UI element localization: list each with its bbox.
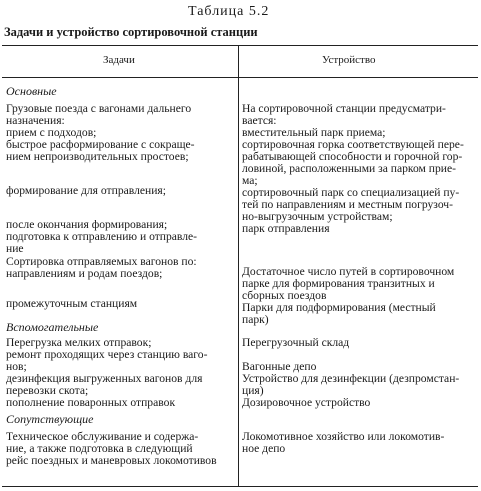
task-line: перевозки скота;	[6, 384, 89, 397]
task-line: ремонт проходящих через станцию ваго-	[6, 348, 208, 361]
section-title-related: Сопутствующие	[6, 412, 94, 426]
equipment-line: Дозировочное устройство	[242, 396, 371, 409]
equipment-line: сортировочный парк со специализацией пу-	[242, 186, 460, 199]
equipment-line: вместительный парк приема;	[242, 126, 386, 139]
table-header-rule	[2, 77, 478, 78]
task-line: направлениям и родам поездов;	[6, 267, 163, 280]
equipment-line: На сортировочной станции предусматри-	[242, 102, 446, 115]
equipment-line: парк отправления	[242, 222, 330, 235]
task-line: Сортировка отправляемых вагонов по:	[6, 255, 197, 268]
task-line: нием непроизводительных простоев;	[6, 150, 189, 163]
task-line: после окончания формирования;	[6, 218, 168, 231]
task-line: Техническое обслуживание и содержа-	[6, 430, 199, 443]
task-line: дезинфекция выгруженных вагонов для	[6, 372, 203, 385]
section-title-auxiliary: Вспомогательные	[6, 320, 99, 334]
task-line: прием с подходов;	[6, 126, 97, 139]
equipment-line: сортировочная горка соответствующей пере-	[242, 138, 464, 151]
task-line: формирование для отправления;	[6, 184, 166, 197]
task-line: промежуточным станциям	[6, 297, 138, 310]
column-header-tasks: Задачи	[103, 54, 135, 66]
task-line: ние	[6, 242, 24, 255]
equipment-line: сборных поездов	[242, 289, 327, 302]
table-top-rule	[2, 45, 478, 46]
equipment-line: ловиной, расположенными за парком прие-	[242, 162, 456, 175]
table-column-divider	[238, 45, 239, 486]
task-line: Перегрузка мелких отправок;	[6, 336, 152, 349]
equipment-line: ма;	[242, 174, 258, 187]
equipment-line: рабатывающей способности и горочной гор-	[242, 150, 463, 163]
task-line: Грузовые поезда с вагонами дальнего	[6, 102, 192, 115]
equipment-line: Парки для подформирования (местный	[242, 301, 436, 314]
equipment-line: тей по направлениям и местным погрузоч-	[242, 198, 454, 211]
equipment-line: Устройство для дезинфекции (дезпромстан-	[242, 372, 460, 385]
equipment-line: вается:	[242, 114, 277, 127]
equipment-line: но-выгрузочным устройствам;	[242, 210, 393, 223]
task-line: назначения:	[6, 114, 65, 127]
equipment-line: парке для формирования транзитных и	[242, 277, 435, 290]
table-caption: Задачи и устройство сортировочной станции	[4, 25, 258, 39]
equipment-line: Достаточное число путей в сортировочном	[242, 265, 455, 278]
equipment-line: Локомотивное хозяйство или локомотив-	[242, 430, 445, 443]
equipment-line: ное депо	[242, 442, 286, 455]
task-line: рейс поездных и маневровых локомотивов	[6, 454, 217, 467]
task-line: подготовка к отправлению и отправле-	[6, 230, 198, 243]
equipment-line: Перегрузочный склад	[242, 336, 350, 349]
equipment-line: ция)	[242, 384, 264, 397]
task-line: быстрое расформирование с сокраще-	[6, 138, 195, 151]
section-title-main: Основные	[6, 84, 57, 98]
task-line: ние, а также подготовка в следующий	[6, 442, 193, 455]
table-bottom-rule	[2, 486, 478, 487]
equipment-line: парк)	[242, 313, 269, 326]
task-line: нов;	[6, 360, 27, 373]
task-line: пополнение поваронных отправок	[6, 396, 176, 409]
table-number: Таблица 5.2	[188, 4, 270, 19]
equipment-line: Вагонные депо	[242, 360, 317, 373]
column-header-equipment: Устройство	[322, 54, 376, 66]
